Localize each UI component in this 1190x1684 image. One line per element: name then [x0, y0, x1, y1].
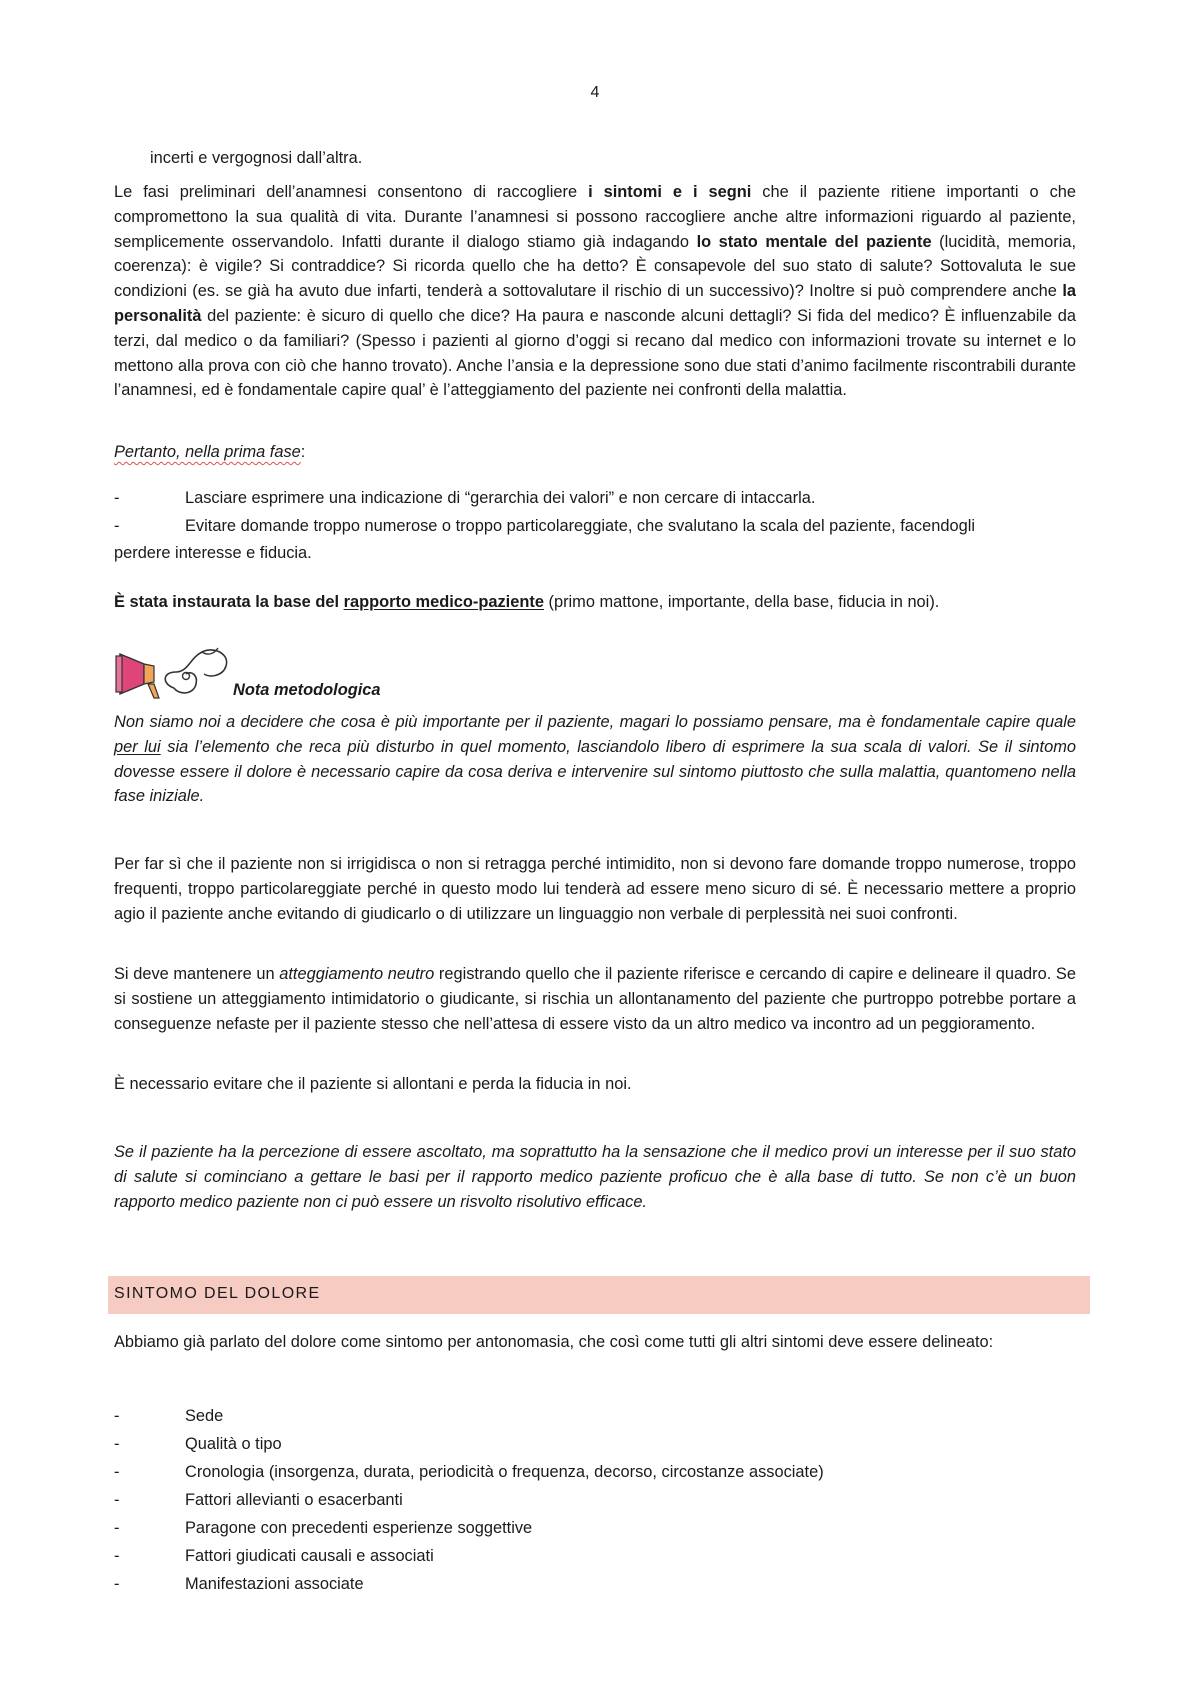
list-item: - Qualità o tipo — [114, 1435, 282, 1453]
list-item: - Cronologia (insorgenza, durata, periodicità o frequenza, decorso, circostanze associate) — [114, 1463, 824, 1481]
section-heading-bar — [108, 1276, 1090, 1314]
list-item: - Manifestazioni associate — [114, 1575, 364, 1593]
list-item: - Evitare domande troppo numerose o troppo particolareggiate, che svalutano la scala del paziente, facendogli — [114, 517, 975, 535]
list-item: - Sede — [114, 1407, 224, 1425]
paragraph-listening: Se il paziente ha la percezione di essere ascoltato, ma soprattutto ha la sensazione che il medico provi un interesse per il suo stato di salute si cominciano a gettare le basi per il rapporto medico paziente proficuo che è alla base di tutto. Se non c’è un buon rapporto medico paziente non ci può essere un risvolto risolutivo efficace. — [114, 1143, 1076, 1211]
list-item: - Paragone con precedenti esperienze soggettive — [114, 1519, 533, 1537]
note-body: Non siamo noi a decidere che cosa è più importante per il paziente, magari lo possiamo pensare, ma è fondamentale capire quale per lui sia l’elemento che reca più disturbo in quel momento, lasciandolo libero di esprimere la sua scala di valori. Se il sintomo dovesse essere il dolore è necessario capire da cosa deriva e intervenire sul sintomo piuttosto che sulla malattia, quantomeno nella fase iniziale. — [114, 713, 1076, 806]
paragraph-neutral-attitude: Si deve mantenere un atteggiamento neutro registrando quello che il paziente riferisce e cercando di capire e delineare il quadro. Se si sostiene un atteggiamento intimidatorio o giudicante, si rischia un allontanamento del paziente che purtroppo potrebbe portare a conseguenze nefaste per il paziente stesso che nell’attesa di essere visto da un altro medico va incontro ad un peggioramento. — [114, 965, 1076, 1033]
section-title: SINTOMO DEL DOLORE — [114, 1285, 321, 1302]
pain-intro: Abbiamo già parlato del dolore come sintomo per antonomasia, che così come tutti gli altri sintomi deve essere delineato: — [114, 1333, 994, 1351]
paragraph-anamnesis: Le fasi preliminari dell’anamnesi consentono di raccogliere i sintomi e i segni che il paziente ritiene importanti o che compromettono la sua qualità di vita. Durante l’anamnesi si possono raccogliere anche altre informazioni riguardo al paziente, semplicemente osservandolo. Infatti durante il dialogo stiamo già indagando lo stato mentale del paziente (lucidità, memoria, coerenza): è vigile? Si contraddice? Si ricorda quello che ha detto? È consapevole del suo stato di salute? Sottovaluta le sue condizioni (es. se già ha avuto due infarti, tenderà a sottovalutare il rischio di un successivo)? Inoltre si può comprendere anche la personalità del paziente: è sicuro di quello che dice? Ha paura e nasconde alcuni dettagli? Si fida del medico? È influenzabile da terzi, dal medico o da familiari? (Spesso i pazienti al giorno d’oggi si recano dal medico con informazioni trovate su internet e lo mettono alla prova con ciò che hanno trovato). Anche l’ansia e la depressione sono due stati d’animo facilmente riscontrabili durante l’anamnesi, ed è fondamentale capire qual’ è l’atteggiamento del paziente nei confronti della malattia. — [114, 183, 1077, 400]
page-number: 4 — [590, 84, 600, 101]
doctor-patient-basis: È stata instaurata la base del rapporto medico-paziente (primo mattone, importante, della base, fiducia in noi). — [114, 593, 940, 611]
megaphone-stethoscope-icon — [114, 644, 238, 705]
list-item: - Fattori giudicati causali e associati — [114, 1547, 434, 1565]
list-item: - Fattori allevianti o esacerbanti — [114, 1491, 403, 1509]
paragraph-questions: Per far sì che il paziente non si irrigidisca o non si retragga perché intimidito, non si devono fare domande troppo numerose, troppo frequenti, troppo particolareggiate perché in questo modo lui tenderà ad essere meno sicuro di sé. È necessario mettere a proprio agio il paziente anche evitando di giudicarlo o di utilizzare un linguaggio non verbale di perplessità nei suoi confronti. — [114, 855, 1076, 923]
note-title: Nota metodologica — [233, 681, 381, 699]
first-phase-heading: Pertanto, nella prima fase: — [114, 443, 306, 461]
list-item-continuation: perdere interesse e fiducia. — [114, 544, 312, 562]
continuation-line: incerti e vergognosi dall’altra. — [150, 149, 363, 167]
paragraph-trust: È necessario evitare che il paziente si allontani e perda la fiducia in noi. — [114, 1075, 632, 1093]
list-item: - Lasciare esprimere una indicazione di “gerarchia dei valori” e non cercare di intaccarla. — [114, 489, 816, 507]
